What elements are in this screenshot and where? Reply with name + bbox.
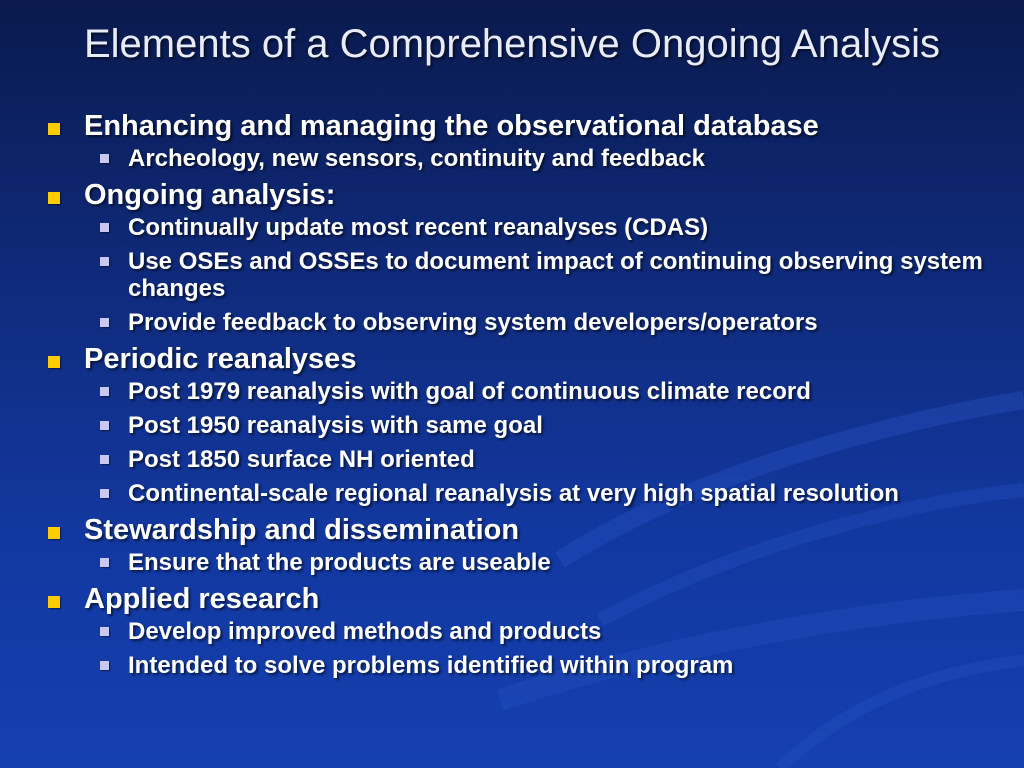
bullet-text: Ongoing analysis: xyxy=(84,179,336,211)
sub-bullet-item xyxy=(92,618,986,645)
sub-bullet-item xyxy=(92,480,986,507)
sub-bullet-item xyxy=(92,214,986,241)
bullet-text: Stewardship and dissemination xyxy=(84,514,520,546)
bullet-item xyxy=(46,583,986,679)
sub-bullet-text: Archeology, new sensors, continuity and feedback xyxy=(128,145,706,172)
sub-bullet-list xyxy=(84,618,986,679)
square-bullet-icon xyxy=(48,527,60,539)
bullet-item xyxy=(46,343,986,507)
sub-bullet-text: Continually update most recent reanalyses (CDAS) xyxy=(128,214,709,241)
square-bullet-icon xyxy=(48,123,60,135)
sub-bullet-item xyxy=(92,248,986,302)
sub-bullet-item xyxy=(92,652,986,679)
bullet-list xyxy=(46,110,986,686)
sub-bullet-text: Ensure that the products are useable xyxy=(128,549,551,576)
sub-bullet-list xyxy=(84,145,986,172)
sub-bullet-item xyxy=(92,549,986,576)
sub-bullet-text: Intended to solve problems identified within program xyxy=(128,652,734,679)
bullet-item xyxy=(46,179,986,336)
sub-bullet-text: Develop improved methods and products xyxy=(128,618,602,645)
sub-bullet-item xyxy=(92,446,986,473)
square-bullet-icon xyxy=(100,421,109,430)
sub-bullet-item xyxy=(92,412,986,439)
sub-bullet-text: Use OSEs and OSSEs to document impact of continuing observing system changes xyxy=(128,248,983,302)
slide-title: Elements of a Comprehensive Ongoing Analysis xyxy=(83,22,940,66)
sub-bullet-text: Provide feedback to observing system developers/operators xyxy=(128,309,818,336)
square-bullet-icon xyxy=(100,154,109,163)
bullet-text: Periodic reanalyses xyxy=(84,343,357,375)
square-bullet-icon xyxy=(48,356,60,368)
bullet-item xyxy=(46,514,986,576)
square-bullet-icon xyxy=(48,596,60,608)
square-bullet-icon xyxy=(100,223,109,232)
square-bullet-icon xyxy=(100,257,109,266)
square-bullet-icon xyxy=(100,455,109,464)
sub-bullet-list xyxy=(84,214,986,336)
square-bullet-icon xyxy=(100,558,109,567)
square-bullet-icon xyxy=(100,661,109,670)
square-bullet-icon xyxy=(100,627,109,636)
sub-bullet-text: Post 1950 reanalysis with same goal xyxy=(128,412,543,439)
bullet-item xyxy=(46,110,986,172)
sub-bullet-text: Continental-scale regional reanalysis at very high spatial resolution xyxy=(128,480,899,507)
square-bullet-icon xyxy=(100,489,109,498)
sub-bullet-text: Post 1979 reanalysis with goal of continuous climate record xyxy=(128,378,811,405)
sub-bullet-item xyxy=(92,309,986,336)
bullet-text: Applied research xyxy=(84,583,320,615)
square-bullet-icon xyxy=(48,192,60,204)
square-bullet-icon xyxy=(100,318,109,327)
sub-bullet-item xyxy=(92,378,986,405)
square-bullet-icon xyxy=(100,387,109,396)
sub-bullet-text: Post 1850 surface NH oriented xyxy=(128,446,475,473)
sub-bullet-list xyxy=(84,378,986,507)
bullet-text: Enhancing and managing the observational database xyxy=(84,110,819,142)
sub-bullet-item xyxy=(92,145,986,172)
sub-bullet-list xyxy=(84,549,986,576)
